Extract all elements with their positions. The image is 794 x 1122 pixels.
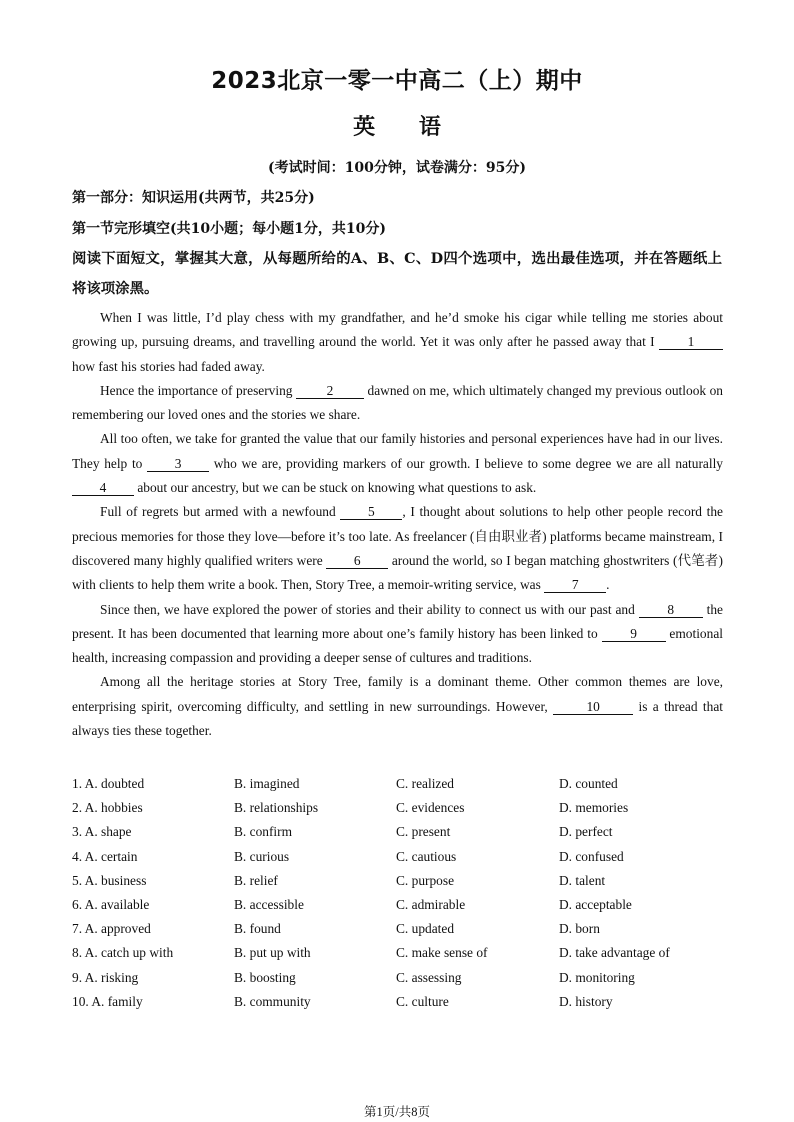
option-d: D. take advantage of [559, 945, 670, 961]
exam-info: (考试时间：100分钟，试卷满分：95分) [268, 160, 526, 176]
paragraph-5 [72, 598, 723, 671]
option-d: D. talent [559, 872, 606, 888]
option-d: D. perfect [559, 824, 613, 840]
paragraph-4 [72, 500, 723, 597]
option-c: C. assessing [396, 969, 462, 985]
option-row-4 [72, 845, 752, 869]
option-c: C. cautious [396, 848, 457, 864]
option-d: D. counted [559, 776, 618, 791]
option-a: 9. A. risking [72, 969, 139, 985]
part-title: 第一部分：知识运用(共两节，共25分) [72, 190, 315, 206]
option-a: 2. A. hobbies [72, 800, 143, 816]
option-d: D. history [559, 993, 613, 1009]
option-b: B. community [234, 993, 311, 1009]
blank-3: 3 [147, 456, 209, 472]
text-segment: Among all the heritage stories at Story Tree, family is a dominant theme. Other common themes are love, enterprising spirit, overcoming difficulty, and settling in new surroundings. However, [72, 674, 723, 714]
paragraph-3 [72, 427, 723, 500]
text-segment: Hence the importance of preserving [100, 382, 296, 398]
option-c: C. evidences [396, 800, 465, 816]
subsection-title: 第一节完形填空(共10小题；每小题1分，共10分) [72, 221, 386, 237]
option-b: B. found [234, 921, 281, 937]
page-number: 第1页/共8页 [364, 1105, 430, 1119]
instructions: 阅读下面短文，掌握其大意，从每题所给的A、B、C、D四个选项中，选出最佳选项，并在答题纸上将该项涂黑。 [72, 250, 722, 297]
text-segment: dawned on me, which ultimately changed my previous outlook on remembering our loved ones and the stories we share. [72, 382, 723, 423]
option-a: 6. A. available [72, 896, 150, 912]
option-c: C. admirable [396, 896, 466, 912]
option-b: B. relationships [234, 800, 319, 816]
option-a: 8. A. catch up with [72, 945, 174, 961]
option-a: 5. A. business [72, 872, 147, 888]
option-b: B. curious [234, 848, 290, 864]
option-b: B. relief [234, 872, 278, 888]
option-c: C. present [396, 824, 451, 840]
option-row-8 [72, 941, 752, 965]
subject-title: 英 语 [353, 115, 441, 140]
answer-options [72, 772, 752, 1014]
text-segment: around the world, so I began matching ghostwriters (代笔者) with clients to help them write a book. Then, Story Tree, a memoir-writing service, was [72, 552, 723, 593]
option-a: 7. A. approved [72, 921, 151, 937]
option-a: 3. A. shape [72, 824, 132, 840]
option-b: B. boosting [234, 969, 296, 985]
blank-6: 6 [326, 553, 388, 569]
text-segment: is a thread that always ties these together. [72, 698, 724, 739]
text-segment: about our ancestry, but we can be stuck on knowing what questions to ask. [134, 480, 537, 496]
cloze-passage [72, 306, 723, 743]
text-segment: All too often, we take for granted the value that our family histories and personal experiences have had in our lives. They help to [72, 431, 723, 471]
text-segment: the present. It has been documented that learning more about one’s family history has been linked to [72, 601, 723, 641]
exam-title: 2023北京一零一中高二（上）期中 [211, 68, 583, 94]
blank-9: 9 [602, 626, 666, 642]
blank-8: 8 [639, 602, 703, 618]
blank-1: 1 [659, 334, 723, 350]
option-c: C. make sense of [396, 945, 488, 961]
option-c: C. realized [396, 776, 454, 791]
option-b: B. put up with [234, 945, 311, 961]
text-segment: who we are, providing markers of our growth. I believe to some degree we are all naturally [209, 455, 723, 471]
option-row-9 [72, 966, 752, 990]
blank-7: 7 [544, 577, 606, 593]
option-a: 4. A. certain [72, 848, 138, 864]
blank-4: 4 [72, 480, 134, 496]
option-b: B. imagined [234, 776, 300, 791]
option-d: D. monitoring [559, 969, 635, 985]
option-row-6 [72, 893, 752, 917]
option-a: 1. A. doubted [72, 776, 145, 791]
text-segment: Full of regrets but armed with a newfound [100, 504, 341, 520]
blank-2: 2 [296, 383, 364, 399]
option-row-2 [72, 796, 752, 820]
option-a: 10. A. family [72, 993, 143, 1009]
paragraph-2 [72, 379, 723, 428]
text-segment: how fast his stories had faded away. [72, 358, 265, 374]
option-b: B. confirm [234, 824, 293, 840]
paragraph-6 [72, 670, 723, 743]
option-c: C. purpose [396, 872, 455, 888]
option-row-3 [72, 820, 752, 844]
text-segment: emotional health, increasing compassion and providing a deeper sense of cultures and traditions. [72, 625, 723, 666]
option-b: B. accessible [234, 896, 304, 912]
option-row-7 [72, 917, 752, 941]
option-row-5 [72, 869, 752, 893]
option-d: D. born [559, 921, 600, 937]
option-d: D. confused [559, 848, 624, 864]
paragraph-1 [72, 306, 723, 379]
text-segment: , I thought about solutions to help other people record the precious memories for those they love—before it’s too late. As freelancer (自由职业者) platforms became mainstream, I discovered many highly qualified writers were [72, 504, 723, 568]
option-c: C. culture [396, 993, 449, 1009]
blank-5: 5 [340, 504, 402, 520]
option-c: C. updated [396, 921, 455, 937]
option-row-10 [72, 990, 752, 1014]
blank-10: 10 [553, 699, 633, 715]
text-segment: . [606, 577, 610, 593]
option-row-1 [72, 772, 752, 796]
text-segment: When I was little, I’d play chess with my grandfather, and he’d smoke his cigar while telling me stories about growing up, pursuing dreams, and travelling around the world. Yet it was only after he passed away that I [72, 310, 723, 350]
text-segment: Since then, we have explored the power of stories and their ability to connect us with our past and [100, 601, 639, 617]
option-d: D. memories [559, 800, 629, 816]
option-d: D. acceptable [559, 896, 632, 912]
